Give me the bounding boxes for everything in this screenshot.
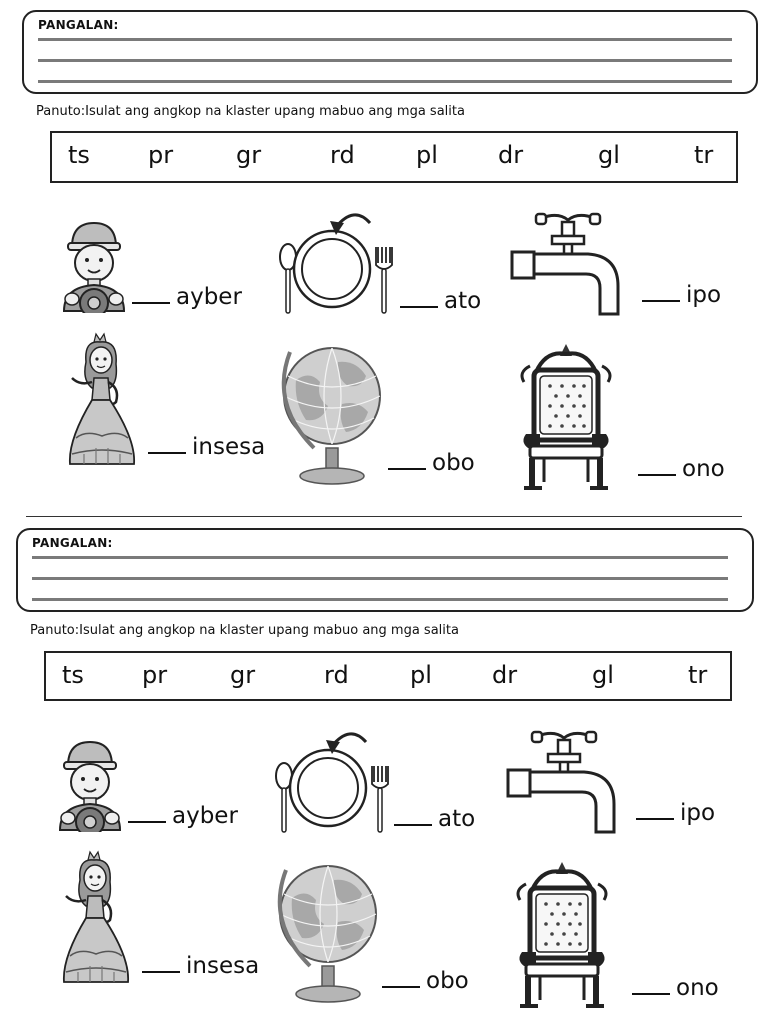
word-text: ipo	[680, 800, 716, 826]
word-item	[382, 968, 469, 994]
instruction-text: Panuto:Isulat ang angkop na klaster upang mabuo ang mga salita	[36, 104, 465, 119]
word-item	[128, 803, 238, 829]
cluster-tr: tr	[688, 661, 708, 689]
name-line[interactable]	[32, 598, 728, 601]
word-item	[400, 288, 481, 314]
princess-icon	[56, 848, 136, 988]
answer-blank[interactable]	[132, 288, 170, 304]
globe-icon	[272, 858, 382, 1008]
answer-blank[interactable]	[382, 972, 420, 988]
cut-line-divider	[26, 516, 742, 517]
cluster-box	[50, 131, 738, 183]
cluster-ts: ts	[68, 141, 90, 169]
cluster-gl: gl	[592, 661, 614, 689]
princess-icon	[62, 330, 142, 470]
globe-icon	[276, 340, 386, 490]
cluster-dr: dr	[492, 661, 518, 689]
word-text: insesa	[186, 953, 260, 979]
answer-blank[interactable]	[400, 292, 438, 308]
word-text: ayber	[172, 803, 238, 829]
word-item	[632, 975, 719, 1001]
plate-utensils-icon	[274, 207, 394, 317]
answer-blank[interactable]	[128, 807, 166, 823]
answer-blank[interactable]	[632, 979, 670, 995]
cluster-gr: gr	[230, 661, 256, 689]
name-line[interactable]	[32, 577, 728, 580]
name-line[interactable]	[38, 59, 732, 62]
word-item	[142, 953, 259, 979]
cluster-gl: gl	[598, 141, 620, 169]
word-text: insesa	[192, 434, 266, 460]
name-line[interactable]	[32, 556, 728, 559]
worksheet-bottom	[0, 520, 768, 1030]
worksheet-top	[0, 0, 768, 510]
faucet-icon	[504, 728, 624, 838]
word-text: ato	[444, 288, 482, 314]
answer-blank[interactable]	[642, 286, 680, 302]
answer-blank[interactable]	[394, 810, 432, 826]
answer-blank[interactable]	[636, 804, 674, 820]
driver-icon	[54, 732, 124, 832]
name-box	[16, 528, 754, 612]
cluster-gr: gr	[236, 141, 262, 169]
name-line[interactable]	[38, 80, 732, 83]
throne-icon	[512, 860, 612, 1010]
cluster-rd: rd	[330, 141, 355, 169]
name-box	[22, 10, 758, 94]
cluster-ts: ts	[62, 661, 84, 689]
word-text: ayber	[176, 284, 242, 310]
word-item	[148, 434, 265, 460]
plate-utensils-icon	[270, 726, 390, 836]
cluster-pr: pr	[148, 141, 174, 169]
word-item	[638, 456, 725, 482]
cluster-box	[44, 651, 732, 701]
word-item	[132, 284, 242, 310]
answer-blank[interactable]	[142, 957, 180, 973]
word-item	[388, 450, 475, 476]
answer-blank[interactable]	[638, 460, 676, 476]
faucet-icon	[508, 210, 628, 320]
cluster-tr: tr	[694, 141, 714, 169]
word-item	[642, 282, 721, 308]
throne-icon	[516, 342, 616, 492]
cluster-dr: dr	[498, 141, 524, 169]
cluster-pr: pr	[142, 661, 168, 689]
word-text: obo	[426, 968, 469, 994]
answer-blank[interactable]	[388, 454, 426, 470]
cluster-rd: rd	[324, 661, 349, 689]
word-text: obo	[432, 450, 475, 476]
word-text: ipo	[686, 282, 722, 308]
word-text: ono	[676, 975, 719, 1001]
answer-blank[interactable]	[148, 438, 186, 454]
word-text: ato	[438, 806, 476, 832]
name-label: PANGALAN:	[32, 536, 113, 550]
cluster-pl: pl	[416, 141, 438, 169]
cluster-pl: pl	[410, 661, 432, 689]
driver-icon	[58, 213, 128, 313]
name-label: PANGALAN:	[38, 18, 119, 32]
instruction-text: Panuto:Isulat ang angkop na klaster upang mabuo ang mga salita	[30, 623, 459, 638]
name-line[interactable]	[38, 38, 732, 41]
word-item	[636, 800, 715, 826]
word-item	[394, 806, 475, 832]
word-text: ono	[682, 456, 725, 482]
